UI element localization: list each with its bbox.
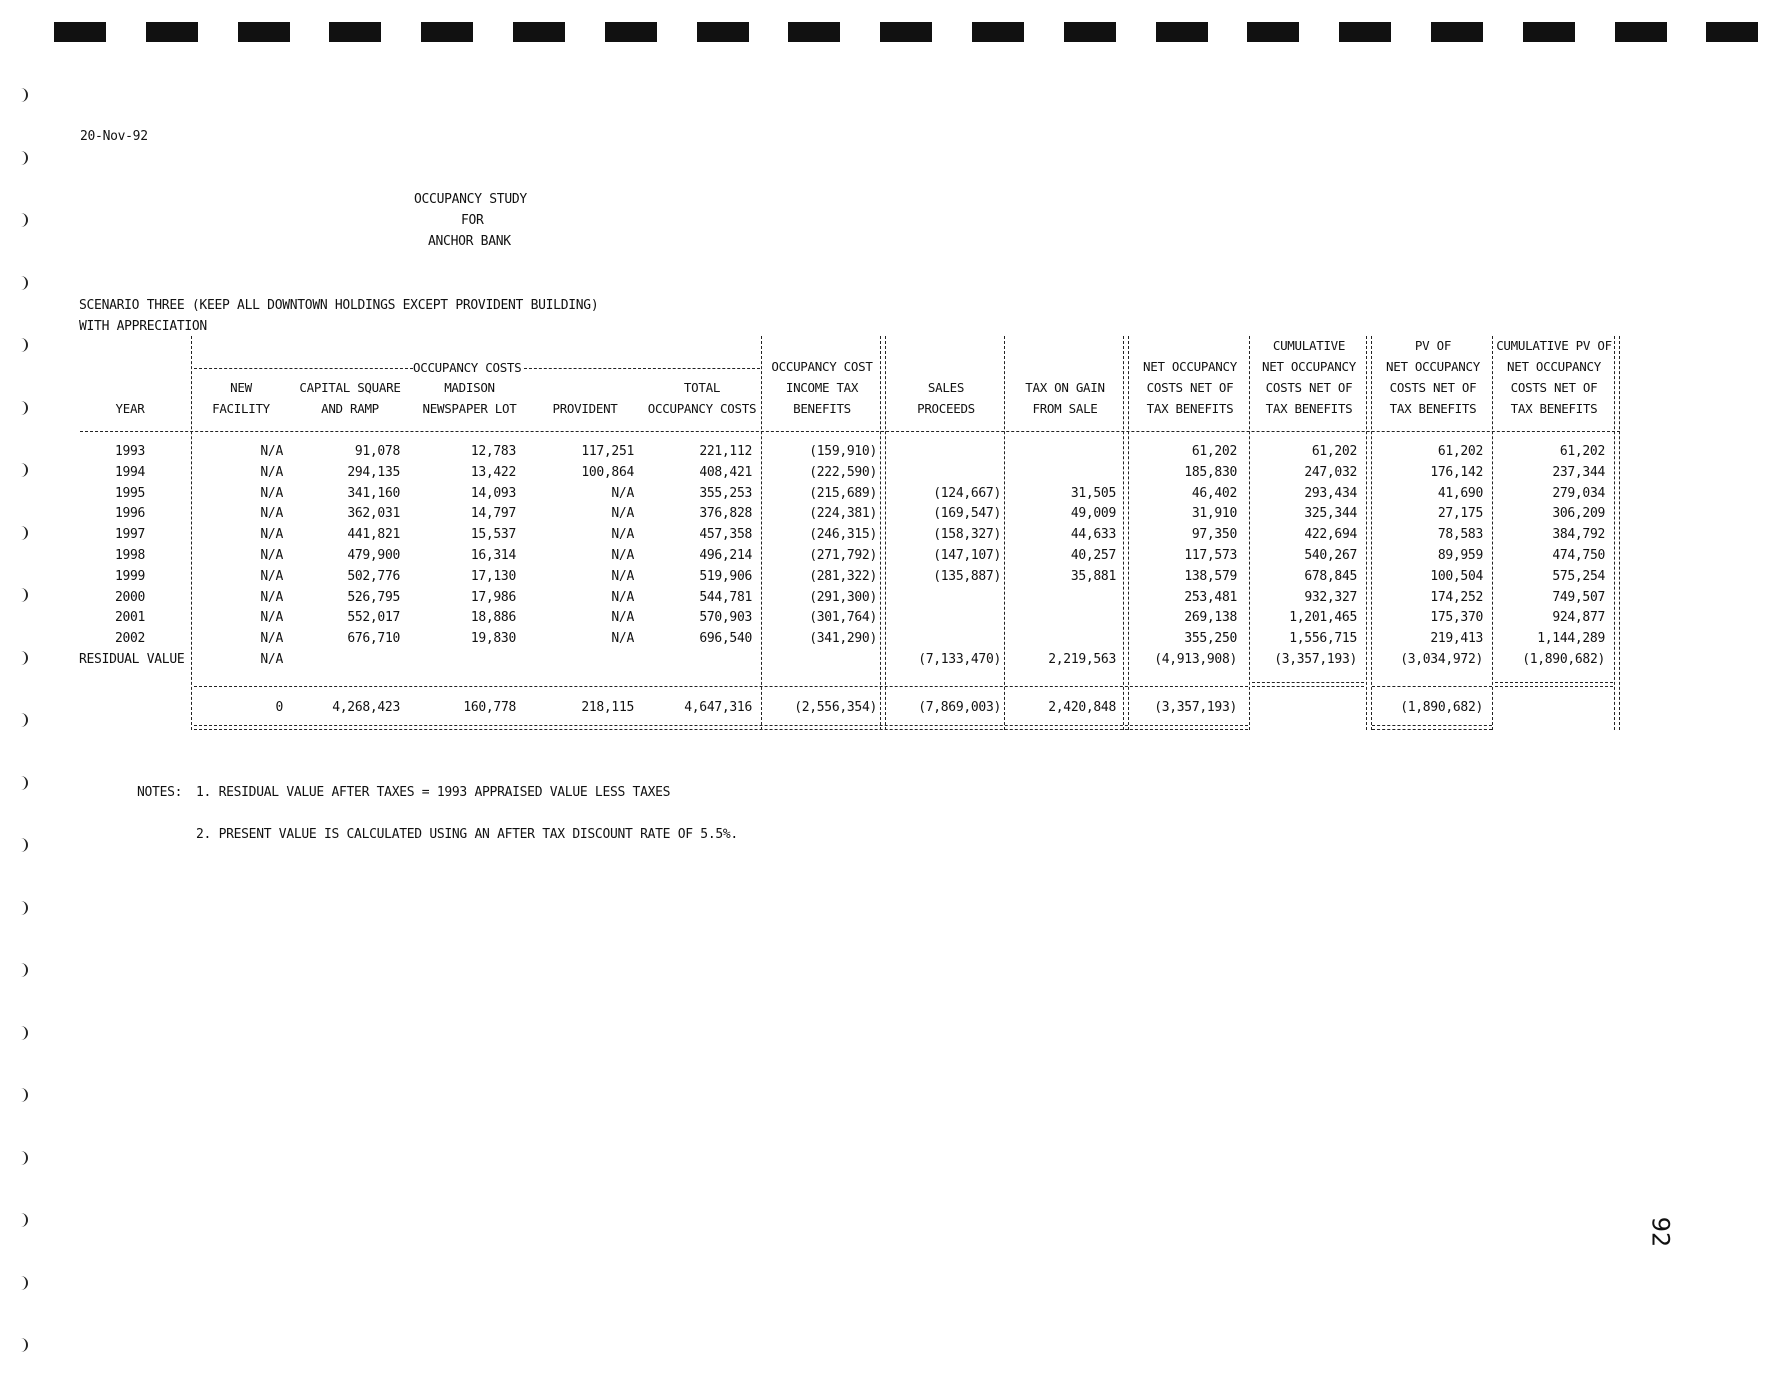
sprocket-hole (1615, 22, 1667, 42)
sprocket-hole (1431, 22, 1483, 42)
sprocket-hole (54, 22, 106, 42)
header-provident: PROVIDENT (552, 401, 618, 416)
cell-madison: 14,797 (470, 506, 516, 522)
group-rule-left (194, 368, 413, 369)
cell-madison: 17,986 (470, 589, 516, 605)
cell-cumulative-net: 422,694 (1304, 527, 1357, 543)
cell-total: 696,540 (699, 631, 752, 647)
cell-new-facility: N/A (260, 464, 283, 480)
cell-capital-square: 552,017 (347, 610, 400, 626)
cell-madison: 16,314 (470, 548, 516, 563)
edge-mark (16, 1026, 28, 1040)
cell-provident: N/A (611, 485, 634, 501)
cell-net-occupancy: (3,357,193) (1154, 700, 1237, 715)
group-rule-right (524, 368, 760, 369)
cell-sales-proceeds: (158,327) (933, 527, 1001, 543)
note-2: 2. PRESENT VALUE IS CALCULATED USING AN AFTER TAX DISCOUNT RATE OF 5.5%. (196, 827, 738, 842)
cell-cumulative-net: 932,327 (1304, 589, 1357, 605)
table-row (0, 484, 1650, 504)
edge-mark (16, 1213, 28, 1227)
sprocket-hole (972, 22, 1024, 42)
totals-double-rule (194, 725, 1248, 730)
cell-tax-benefits: (281,322) (809, 568, 877, 584)
cell-tax-benefits: (246,315) (809, 527, 877, 543)
edge-mark (16, 901, 28, 915)
cell-net-occupancy: 185,830 (1184, 464, 1237, 480)
cell-pv: 78,583 (1437, 527, 1483, 543)
sprocket-hole (513, 22, 565, 42)
table-row (0, 442, 1650, 462)
sprocket-hole (421, 22, 473, 42)
cell-tax-on-gain: 40,257 (1070, 548, 1116, 563)
cell-cumulative-net: 61,202 (1311, 444, 1357, 459)
cell-cumulative-pv: 749,507 (1552, 589, 1605, 605)
cell-net-occupancy: 355,250 (1184, 631, 1237, 647)
cell-net-occupancy: 117,573 (1184, 548, 1237, 563)
header-cumulative-net: CUMULATIVE NET OCCUPANCY COSTS NET OF TAX BENEFITS (1262, 338, 1356, 416)
cell-capital-square: 4,268,423 (332, 700, 400, 715)
cell-total: 4,647,316 (684, 700, 752, 715)
cell-year: 2001 (114, 610, 146, 626)
cell-pv: 100,504 (1430, 568, 1483, 584)
table-row (0, 650, 1650, 670)
cell-cumulative-pv: 279,034 (1552, 485, 1605, 501)
cell-pv: 27,175 (1437, 506, 1483, 522)
totals-row (0, 698, 1650, 718)
sprocket-hole (1339, 22, 1391, 42)
header-pv: PV OF NET OCCUPANCY COSTS NET OF TAX BENEFITS (1386, 338, 1480, 416)
scenario-label: SCENARIO THREE (KEEP ALL DOWNTOWN HOLDINGS EXCEPT PROVIDENT BUILDING) (79, 298, 599, 313)
cell-sales-proceeds: (7,869,003) (918, 700, 1001, 715)
header-tax-on-gain: TAX ON GAIN FROM SALE (1025, 380, 1105, 416)
edge-mark (16, 88, 28, 102)
table-row (0, 608, 1650, 628)
cell-total: 496,214 (699, 548, 752, 563)
cell-capital-square: 502,776 (347, 568, 400, 584)
header-total: TOTAL OCCUPANCY COSTS (647, 380, 757, 416)
sprocket-hole (1156, 22, 1208, 42)
cell-capital-square: 526,795 (347, 589, 400, 605)
cell-tax-on-gain: 2,219,563 (1048, 652, 1116, 667)
sprocket-hole (1706, 22, 1758, 42)
cell-net-occupancy: 97,350 (1191, 527, 1237, 543)
cell-cumulative-pv: 61,202 (1559, 444, 1605, 459)
report-date: 20-Nov-92 (80, 129, 148, 144)
title-line-1: OCCUPANCY STUDY (414, 192, 527, 207)
sprocket-hole (605, 22, 657, 42)
cell-cumulative-pv: 237,344 (1552, 464, 1605, 480)
edge-mark (16, 1151, 28, 1165)
header-tax-benefits: OCCUPANCY COST INCOME TAX BENEFITS (771, 359, 873, 416)
sprocket-hole (238, 22, 290, 42)
cell-provident: N/A (611, 527, 634, 543)
cell-cumulative-net: 247,032 (1304, 464, 1357, 480)
cell-net-occupancy: 61,202 (1191, 444, 1237, 459)
cell-cumulative-net: 1,556,715 (1289, 631, 1357, 647)
cell-pv: 41,690 (1437, 485, 1483, 501)
subtotal-double-rule (1252, 682, 1364, 687)
cell-cumulative-pv: 575,254 (1552, 568, 1605, 584)
cell-pv: 175,370 (1430, 610, 1483, 626)
cell-year: 2002 (114, 631, 146, 647)
cell-cumulative-net: 1,201,465 (1289, 610, 1357, 626)
cell-year: 2000 (114, 589, 146, 605)
cell-sales-proceeds: (7,133,470) (918, 652, 1001, 667)
table-row (0, 525, 1650, 545)
cell-capital-square: 91,078 (354, 444, 400, 459)
sprocket-hole (329, 22, 381, 42)
cell-new-facility: N/A (260, 527, 283, 543)
cell-tax-on-gain: 31,505 (1070, 485, 1116, 501)
cell-tax-benefits: (224,381) (809, 506, 877, 522)
cell-tax-benefits: (2,556,354) (794, 700, 877, 715)
cell-total: 376,828 (699, 506, 752, 522)
cell-cumulative-pv: 306,209 (1552, 506, 1605, 522)
cell-new-facility: N/A (260, 652, 283, 667)
cell-year: 1996 (114, 506, 146, 522)
totals-double-rule (1372, 725, 1492, 730)
cell-sales-proceeds: (169,547) (933, 506, 1001, 522)
header-net-occupancy: NET OCCUPANCY COSTS NET OF TAX BENEFITS (1143, 359, 1237, 416)
header-year: YEAR (115, 401, 145, 416)
cell-tax-benefits: (291,300) (809, 589, 877, 605)
cell-cumulative-pv: 1,144,289 (1537, 631, 1605, 647)
cell-total: 221,112 (699, 444, 752, 459)
cell-new-facility: N/A (260, 589, 283, 605)
cell-year: 1999 (114, 568, 146, 584)
cell-year: 1998 (114, 548, 146, 563)
cell-new-facility: N/A (260, 568, 283, 584)
cell-sales-proceeds: (147,107) (933, 548, 1001, 563)
cell-madison: 12,783 (470, 444, 516, 459)
cell-total: 570,903 (699, 610, 752, 626)
cell-cumulative-net: 293,434 (1304, 485, 1357, 501)
group-header: OCCUPANCY COSTS (413, 360, 522, 375)
cell-capital-square: 441,821 (347, 527, 400, 543)
cell-new-facility: N/A (260, 485, 283, 501)
cell-new-facility: N/A (260, 631, 283, 647)
cell-capital-square: 341,160 (347, 485, 400, 501)
cell-provident: N/A (611, 589, 634, 605)
cell-tax-benefits: (222,590) (809, 464, 877, 480)
cell-provident: 218,115 (581, 700, 634, 715)
cell-tax-on-gain: 49,009 (1070, 506, 1116, 522)
edge-mark (16, 213, 28, 227)
cell-madison: 160,778 (463, 700, 516, 715)
table-row (0, 546, 1650, 566)
sprocket-hole (1523, 22, 1575, 42)
notes-label: NOTES: (137, 785, 183, 800)
cell-new-facility: 0 (275, 700, 283, 715)
cell-cumulative-pv: 384,792 (1552, 527, 1605, 543)
cell-net-occupancy: 46,402 (1191, 485, 1237, 501)
cell-net-occupancy: 269,138 (1184, 610, 1237, 626)
cell-cumulative-pv: (1,890,682) (1522, 652, 1605, 667)
cell-total: 408,421 (699, 464, 752, 480)
cell-madison: 17,130 (470, 568, 516, 584)
cell-total: 457,358 (699, 527, 752, 543)
cell-year: 1993 (114, 444, 146, 459)
cell-provident: N/A (611, 506, 634, 522)
title-line-3: ANCHOR BANK (428, 234, 511, 249)
cell-total: 355,253 (699, 485, 752, 501)
cell-tax-benefits: (301,764) (809, 610, 877, 626)
cell-tax-benefits: (159,910) (809, 444, 877, 459)
cell-cumulative-net: 678,845 (1304, 568, 1357, 584)
table-row (0, 567, 1650, 587)
header-sales-proceeds: SALES PROCEEDS (917, 380, 975, 416)
edge-mark (16, 401, 28, 415)
cell-tax-on-gain: 44,633 (1070, 527, 1116, 543)
cell-madison: 14,093 (470, 485, 516, 501)
cell-pv: 61,202 (1437, 444, 1483, 459)
edge-mark (16, 838, 28, 852)
cell-pv: 89,959 (1437, 548, 1483, 563)
header-rule (80, 431, 1620, 432)
edge-mark (16, 1088, 28, 1102)
subtotal-double-rule (1495, 682, 1613, 687)
table-row (0, 463, 1650, 483)
cell-year: 1997 (114, 527, 146, 543)
sprocket-hole (788, 22, 840, 42)
cell-tax-benefits: (341,290) (809, 631, 877, 647)
cell-year: RESIDUAL VALUE (79, 652, 185, 667)
title-line-2: FOR (461, 213, 484, 228)
cell-capital-square: 676,710 (347, 631, 400, 647)
cell-net-occupancy: 31,910 (1191, 506, 1237, 522)
cell-madison: 13,422 (470, 464, 516, 480)
header-cumulative-pv: CUMULATIVE PV OF NET OCCUPANCY COSTS NET OF TAX BENEFITS (1496, 338, 1612, 416)
edge-mark (16, 963, 28, 977)
sprocket-hole (1247, 22, 1299, 42)
table-row (0, 504, 1650, 524)
scenario-subtitle: WITH APPRECIATION (79, 319, 207, 334)
sprocket-hole (880, 22, 932, 42)
subtotal-rule (1372, 686, 1492, 687)
cell-year: 1994 (114, 464, 146, 480)
page-number: 92 (1646, 1216, 1675, 1248)
cell-provident: N/A (611, 631, 634, 647)
cell-madison: 19,830 (470, 631, 516, 647)
cell-new-facility: N/A (260, 610, 283, 626)
tractor-feed-holes (54, 22, 1758, 44)
cell-sales-proceeds: (135,887) (933, 568, 1001, 584)
cell-madison: 18,886 (470, 610, 516, 626)
subtotal-rule (194, 686, 1248, 687)
cell-net-occupancy: 253,481 (1184, 589, 1237, 605)
edge-mark (16, 151, 28, 165)
cell-cumulative-net: 540,267 (1304, 548, 1357, 563)
cell-madison: 15,537 (470, 527, 516, 543)
header-madison: MADISON NEWSPAPER LOT (422, 380, 517, 416)
cell-total: 519,906 (699, 568, 752, 584)
cell-tax-on-gain: 35,881 (1070, 568, 1116, 584)
table-row (0, 588, 1650, 608)
cell-cumulative-net: (3,357,193) (1274, 652, 1357, 667)
cell-provident: 117,251 (581, 444, 634, 459)
cell-capital-square: 479,900 (347, 548, 400, 563)
edge-mark (16, 1276, 28, 1290)
table-row (0, 629, 1650, 649)
cell-new-facility: N/A (260, 506, 283, 522)
cell-pv: 174,252 (1430, 589, 1483, 605)
header-capital-square: CAPITAL SQUARE AND RAMP (299, 380, 401, 416)
edge-mark (16, 276, 28, 290)
cell-provident: 100,864 (581, 464, 634, 480)
header-new-facility: NEW FACILITY (212, 380, 270, 416)
cell-cumulative-pv: 474,750 (1552, 548, 1605, 563)
sprocket-hole (146, 22, 198, 42)
sprocket-hole (1064, 22, 1116, 42)
cell-cumulative-pv: 924,877 (1552, 610, 1605, 626)
edge-mark (16, 338, 28, 352)
note-1: 1. RESIDUAL VALUE AFTER TAXES = 1993 APPRAISED VALUE LESS TAXES (196, 785, 671, 800)
edge-mark (16, 1338, 28, 1352)
cell-pv: 176,142 (1430, 464, 1483, 480)
cell-new-facility: N/A (260, 444, 283, 459)
cell-net-occupancy: 138,579 (1184, 568, 1237, 584)
cell-capital-square: 294,135 (347, 464, 400, 480)
cell-tax-benefits: (271,792) (809, 548, 877, 563)
cell-capital-square: 362,031 (347, 506, 400, 522)
cell-provident: N/A (611, 568, 634, 584)
cell-pv: (3,034,972) (1400, 652, 1483, 667)
cell-pv: (1,890,682) (1400, 700, 1483, 715)
cell-tax-benefits: (215,689) (809, 485, 877, 501)
cell-cumulative-net: 325,344 (1304, 506, 1357, 522)
cell-provident: N/A (611, 610, 634, 626)
cell-provident: N/A (611, 548, 634, 563)
cell-net-occupancy: (4,913,908) (1154, 652, 1237, 667)
cell-new-facility: N/A (260, 548, 283, 563)
edge-mark (16, 776, 28, 790)
cell-tax-on-gain: 2,420,848 (1048, 700, 1116, 715)
cell-sales-proceeds: (124,667) (933, 485, 1001, 501)
cell-total: 544,781 (699, 589, 752, 605)
sprocket-hole (697, 22, 749, 42)
cell-pv: 219,413 (1430, 631, 1483, 647)
cell-year: 1995 (114, 485, 146, 501)
